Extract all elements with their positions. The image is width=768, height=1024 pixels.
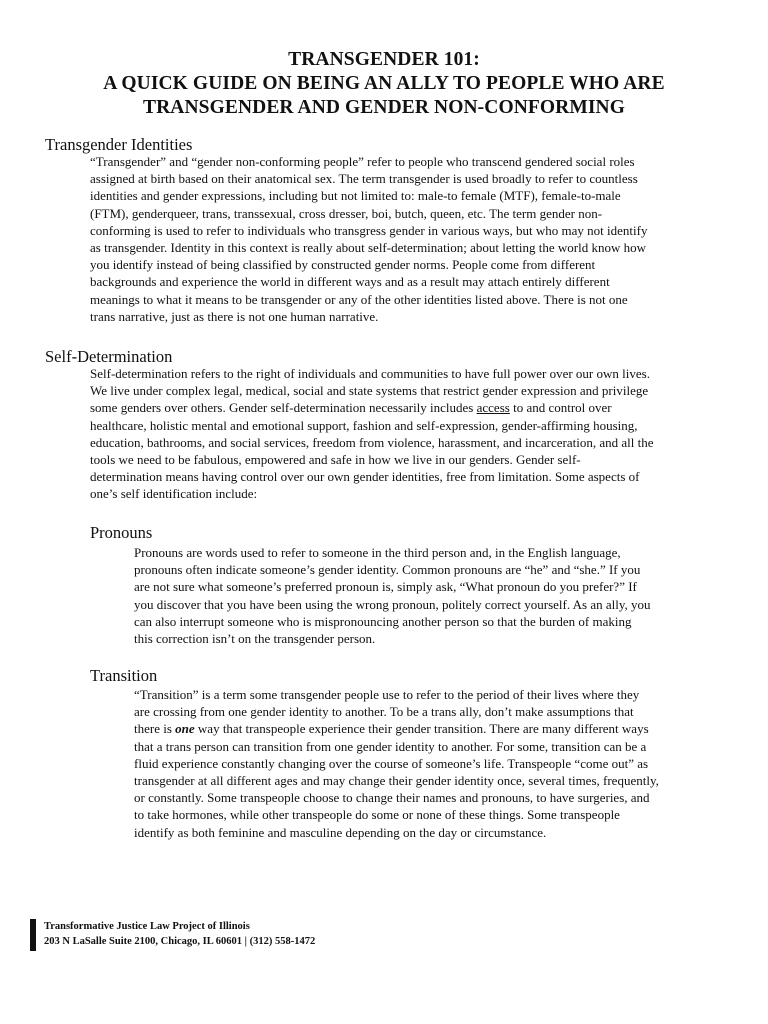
section-body-transgender-identities (90, 153, 647, 325)
section-body-pronouns (134, 544, 651, 647)
text-line (90, 399, 653, 416)
title-line: TRANSGENDER AND GENDER NON-CONFORMING (142, 97, 625, 118)
text-line: meanings to what it means to be transgender or any of the other identities listed above. There is not one (90, 291, 628, 307)
text-line: We live under complex legal, medical, social and state systems that restrict gender expression and privilege (90, 383, 649, 399)
text-line: tools we need to be fabulous, empowered and safe in how we live in our genders. Gender self- (90, 452, 581, 468)
text-line: or constantly. Some transpeople choose to change their names and pronouns, to have surgeries, and (134, 790, 650, 806)
section-heading-pronouns: Pronouns (90, 523, 153, 542)
text-line: identify as both feminine and masculine depending on the day or circumstance. (134, 824, 547, 840)
text-line: are not sure what someone’s preferred pronoun is, simply ask, “What pronoun do you prefer?” If (134, 579, 637, 595)
text-line: backgrounds and experience the world in different ways and as a result may attach entirely different (90, 274, 610, 290)
text-line (134, 720, 659, 737)
text-line: (FTM), genderqueer, trans, transsexual, cross dresser, boi, butch, queen, etc. The term gender non- (90, 205, 603, 221)
text-line: Pronouns are words used to refer to someone in the third person and, in the English language, (134, 545, 621, 560)
text-line: “Transgender” and “gender non-conforming people” refer to people who transcend gendered social roles (90, 154, 635, 169)
title-line: TRANSGENDER 101: (288, 49, 480, 70)
footer-contact-block (30, 919, 315, 951)
text-line: assigned at birth based on their anatomical sex. The term transgender is used broadly to refer to countless (90, 171, 638, 187)
text-line: fluid experience constantly changing over the course of someone’s life. Transpeople “come out” as (134, 755, 649, 771)
text-line: as transgender. Identity in this context is really about self-determination; about letting the world know how (90, 240, 646, 256)
one-emphasized-word: one (175, 721, 195, 737)
text-segment: to and control over (509, 400, 612, 416)
section-heading-transition: Transition (90, 666, 158, 685)
section-body-transition (134, 686, 659, 841)
footer-address-phone: 203 N LaSalle Suite 2100, Chicago, IL 60601 | (312) 558-1472 (44, 936, 316, 947)
text-line: you identify instead of being classified by constructed gender norms. People come from different (90, 257, 596, 273)
text-line: one’s self identification include: (90, 486, 258, 502)
text-line: that a trans person can transition from one gender identity to another. For some, transition can be a (134, 738, 647, 754)
text-line: pronouns often indicate someone’s gender identity. Common pronouns are “he” and “she.” If you (134, 562, 641, 578)
text-line: transgender at all different ages and may change their gender identity once, several times, frequently, (134, 773, 659, 789)
text-line: conforming is used to refer to individuals who transgress gender in various ways, but who may not identify (90, 222, 648, 238)
text-line: trans narrative, just as there is not one human narrative. (90, 308, 379, 324)
text-segment: some genders over others. Gender self-determination necessarily includes (90, 400, 477, 416)
text-segment: there is (134, 721, 176, 737)
document-title (40, 48, 728, 120)
text-line: are crossing from one gender identity to another. To be a trans ally, don’t make assumptions that (134, 704, 634, 720)
section-heading-transgender-identities: Transgender Identities (45, 135, 193, 154)
title-line: A QUICK GUIDE ON BEING AN ALLY TO PEOPLE WHO ARE (103, 73, 665, 94)
text-line: can also interrupt someone who is mispronouncing another person so that the burden of making (134, 613, 632, 629)
text-line: identities and gender expressions, including but not limited to: male-to female (MTF), female-to-male (90, 188, 621, 204)
footer-organization: Transformative Justice Law Project of Illinois (44, 921, 250, 932)
text-line: this correction isn’t on the transgender person. (134, 631, 376, 647)
text-line: Self-determination refers to the right of individuals and communities to have full power over our own lives. (90, 366, 650, 381)
section-body-self-determination (90, 365, 653, 503)
text-line: healthcare, holistic mental and emotional support, fashion and self-expression, gender-affirming housing, (90, 417, 638, 433)
text-line: education, bathrooms, and social services, freedom from violence, harassment, and incarceration, and all the (90, 434, 654, 450)
text-segment: way that transpeople experience their gender transition. There are many different ways (194, 721, 649, 737)
text-line: determination means having control over our own gender identities, free from limitation. Some aspects of (90, 469, 640, 485)
access-underlined-word: access (476, 400, 510, 416)
text-line: to take hormones, while other transpeople do some or none of these things. Some transpeople (134, 807, 620, 823)
section-heading-self-determination: Self-Determination (45, 347, 173, 366)
text-line: “Transition” is a term some transgender people use to refer to the period of their lives where they (134, 687, 640, 702)
text-line: you discover that you have been using the wrong pronoun, politely correct yourself. As an ally, you (134, 596, 651, 612)
